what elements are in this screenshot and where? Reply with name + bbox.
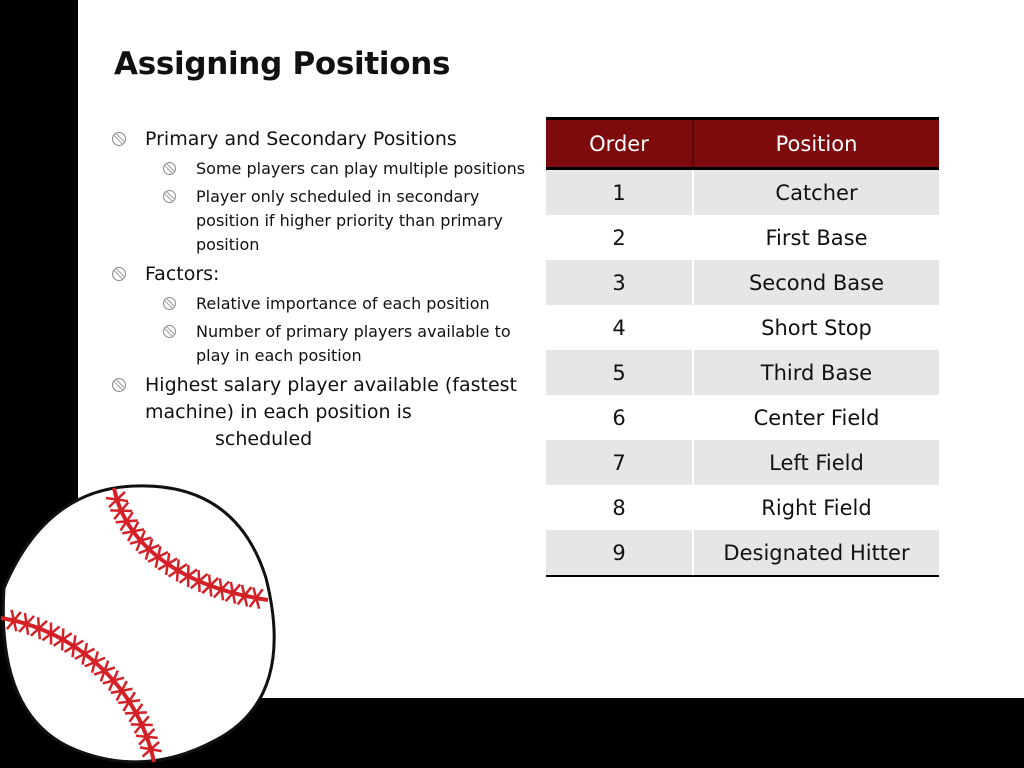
stitch-mark [110,510,132,511]
bullet-text: Primary and Secondary Positions [145,128,457,150]
table-row [546,440,939,485]
stitch-mark [116,520,138,522]
baseball-icon [0,478,282,768]
bullet-text-continued: scheduled [215,428,313,450]
order-cell: 5 [546,350,693,395]
position-cell: Designated Hitter [693,530,939,576]
table-row [546,350,939,395]
order-cell: 2 [546,215,693,260]
order-cell: 8 [546,485,693,530]
order-cell: 6 [546,395,693,440]
bullet-icon [163,190,176,203]
position-cell: Catcher [693,169,939,216]
header-order: Order [546,119,693,169]
bullet-factors [112,261,532,288]
table-row [546,169,939,216]
subbullet-relative-importance [163,292,532,316]
position-cell: First Base [765,225,868,250]
table-header-row [546,119,939,169]
subbullet-primary-players [163,320,532,368]
position-cell: Right Field [761,495,872,520]
position-cell: Left Field [693,440,939,485]
table-row [546,530,939,576]
bullet-text: Factors: [145,263,220,285]
slide-title: Assigning Positions [114,46,451,82]
bullet-icon [163,325,176,338]
order-cell: 4 [546,305,693,350]
bullet-list [112,126,532,457]
bullet-text: Some players can play multiple positions [196,159,526,178]
header-position: Position [693,119,939,169]
order-cell: 3 [546,260,693,305]
bullet-icon [163,162,176,175]
bullet-highest-salary [112,372,532,453]
position-cell: Third Base [693,350,939,395]
position-order-table [546,117,939,577]
table-row [546,395,939,440]
position-cell: Short Stop [761,315,872,340]
bullet-text: Player only scheduled in secondary position if higher priority than primary position [196,187,503,254]
table-row [546,305,939,350]
bullet-text: Highest salary player available (fastest machine) in each position is [145,374,518,423]
bullet-icon [163,297,176,310]
bullet-primary-secondary [112,126,532,153]
order-cell: 1 [546,169,693,216]
bullet-icon [112,378,126,392]
bullet-text: Number of primary players available to play in each position [196,322,511,365]
bullet-text: Relative importance of each position [196,294,490,313]
stitch-mark [125,712,147,713]
subbullet-multiple-positions [163,157,532,181]
bullet-icon [112,267,126,281]
table-row [546,215,939,260]
position-cell: Center Field [753,405,880,430]
position-cell: Second Base [693,260,939,305]
order-cell: 7 [546,440,693,485]
subbullet-secondary-scheduling [163,185,532,257]
table-row [546,485,939,530]
bullet-icon [112,132,126,146]
order-cell: 9 [546,530,693,576]
stitch-mark [131,724,153,725]
table-row [546,260,939,305]
